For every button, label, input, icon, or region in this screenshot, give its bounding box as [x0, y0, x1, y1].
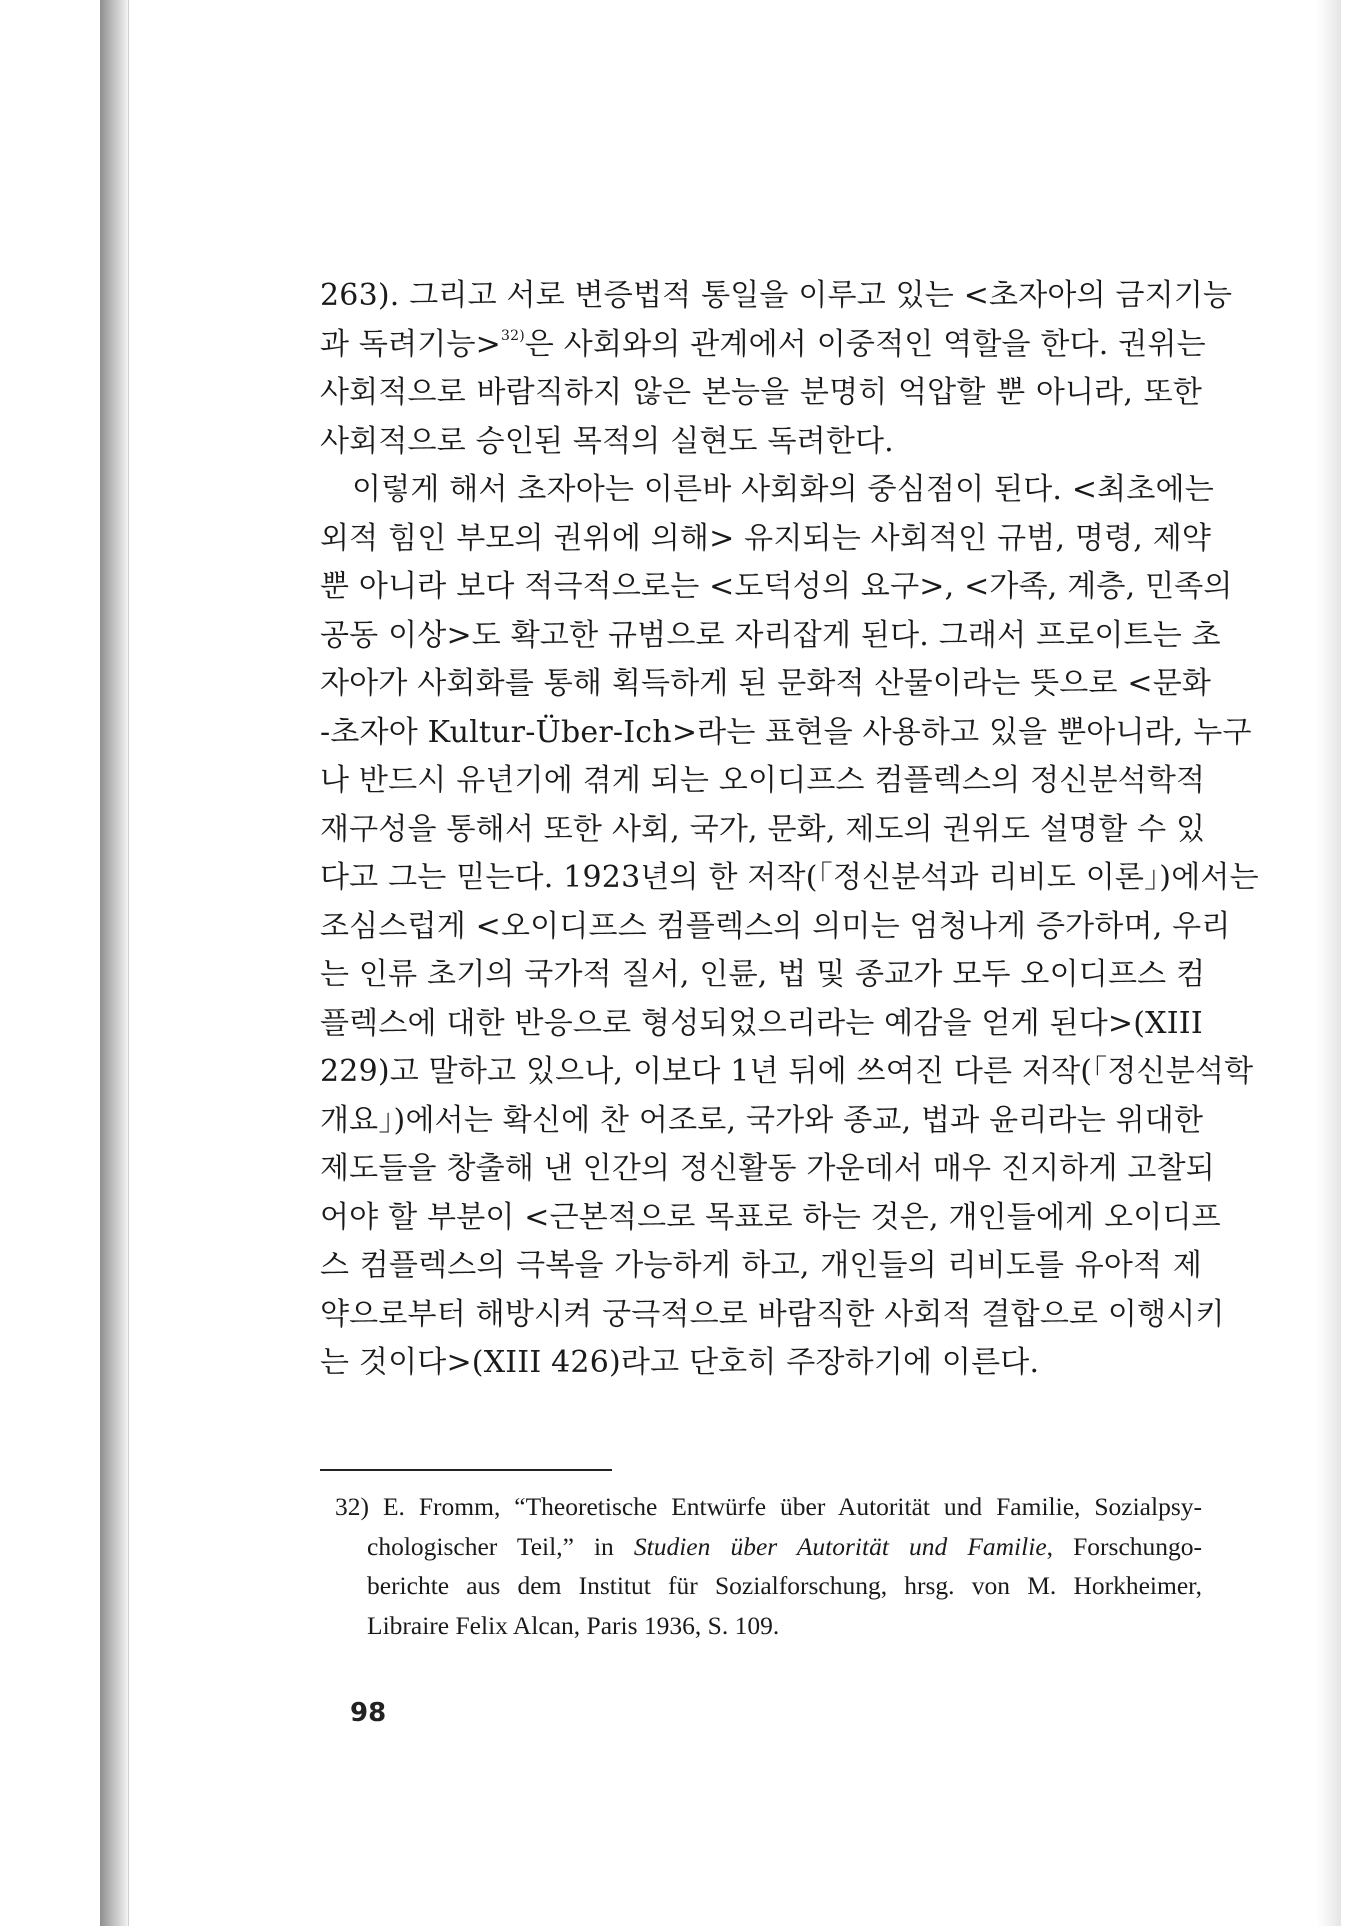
- text-line: 사회적으로 승인된 목적의 실현도 독려한다.: [320, 423, 894, 459]
- footnote-text: E. Fromm, “Theoretische Entwürfe über Autorität und Familie, Sozialpsy-: [382, 1492, 1203, 1521]
- page-gutter-shadow: [1316, 0, 1341, 1926]
- footnote-number: 32): [335, 1492, 369, 1521]
- page-number: 98: [350, 1698, 387, 1728]
- text-line: -초자아 Kultur-Über-Ich>라는 표현을 사용하고 있을 뿐아니라, 누구: [320, 714, 1252, 750]
- footnote-title-italic: Studien über Autorität und Familie: [633, 1531, 1047, 1561]
- text-line: [320, 321, 1206, 370]
- text-line: 는 인류 초기의 국가적 질서, 인륜, 법 및 종교가 모두 오이디프스 컴: [320, 957, 1206, 992]
- footnote-line: Libraire Felix Alcan, Paris 1936, S. 109.: [367, 1610, 780, 1640]
- text-line: 263). 그리고 서로 변증법적 통일을 이루고 있는 <초자아의 금지기능: [320, 278, 1233, 313]
- footnote-line: berichte aus dem Institut für Sozialforschung, hrsg. von M. Horkheimer,: [367, 1571, 1202, 1600]
- text-line: 이렇게 해서 초자아는 이른바 사회화의 중심점이 된다. <최초에는: [352, 472, 1214, 507]
- footnote-divider: [320, 1469, 612, 1471]
- text-line: 자아가 사회화를 통해 획득하게 된 문화적 산물이라는 뜻으로 <문화: [320, 666, 1212, 701]
- text-line: 개요」)에서는 확신에 찬 어조로, 국가와 종교, 법과 윤리라는 위대한: [320, 1102, 1204, 1138]
- text-line: 나 반드시 유년기에 겪게 되는 오이디프스 컴플렉스의 정신분석학적: [320, 763, 1206, 798]
- page-edge-shadow: [100, 0, 128, 1926]
- text-line: 뿐 아니라 보다 적극적으로는 <도덕성의 요구>, <가족, 계층, 민족의: [320, 569, 1233, 604]
- text-line: 조심스럽게 <오이디프스 컴플렉스의 의미는 엄청나게 증가하며, 우리: [320, 908, 1231, 944]
- text-line: 공동 이상>도 확고한 규범으로 자리잡게 된다. 그래서 프로이트는 초: [320, 617, 1221, 653]
- text-fragment: 과 독려기능>: [320, 326, 501, 362]
- footnote-line: [335, 1527, 1202, 1567]
- text-line: 약으로부터 해방시켜 궁극적으로 바람직한 사회적 결합으로 이행시키: [320, 1296, 1225, 1332]
- text-line: 어야 할 부분이 <근본적으로 목표로 하는 것은, 개인들에게 오이디프: [320, 1199, 1221, 1235]
- text-line: 제도들을 창출해 낸 인간의 정신활동 가운데서 매우 진지하게 고찰되: [320, 1151, 1215, 1186]
- footnote-text: , Forschungo-: [1046, 1531, 1203, 1561]
- text-line: 229)고 말하고 있으나, 이보다 1년 뒤에 쓰여진 다른 저작(「정신분석학: [320, 1054, 1254, 1089]
- text-fragment: 은 사회와의 관계에서 이중적인 역할을 한다. 권위는: [524, 326, 1206, 362]
- body-text: [320, 272, 1259, 1388]
- text-line: 재구성을 통해서 또한 사회, 국가, 문화, 제도의 권위도 설명할 수 있: [320, 811, 1206, 847]
- text-line: 사회적으로 바람직하지 않은 본능을 분명히 억압할 뿐 아니라, 또한: [320, 375, 1202, 410]
- text-line: 외적 힘인 부모의 권위에 의해> 유지되는 사회적인 규범, 명령, 제약: [320, 520, 1212, 556]
- footnote: [335, 1487, 1202, 1645]
- footnote-text: chologischer Teil,” in: [367, 1531, 634, 1561]
- text-line: 는 것이다>(XIII 426)라고 단호히 주장하기에 이른다.: [320, 1345, 1040, 1380]
- text-line: 다고 그는 믿는다. 1923년의 한 저작(「정신분석과 리비도 이론」)에서는: [320, 860, 1259, 895]
- text-line: 플렉스에 대한 반응으로 형성되었으리라는 예감을 얻게 된다>(XIII: [320, 1005, 1203, 1041]
- footnote-reference: 32): [500, 327, 525, 344]
- text-line: 스 컴플렉스의 극복을 가능하게 하고, 개인들의 리비도를 유아적 제: [320, 1248, 1202, 1283]
- footnote-line: [335, 1487, 1202, 1527]
